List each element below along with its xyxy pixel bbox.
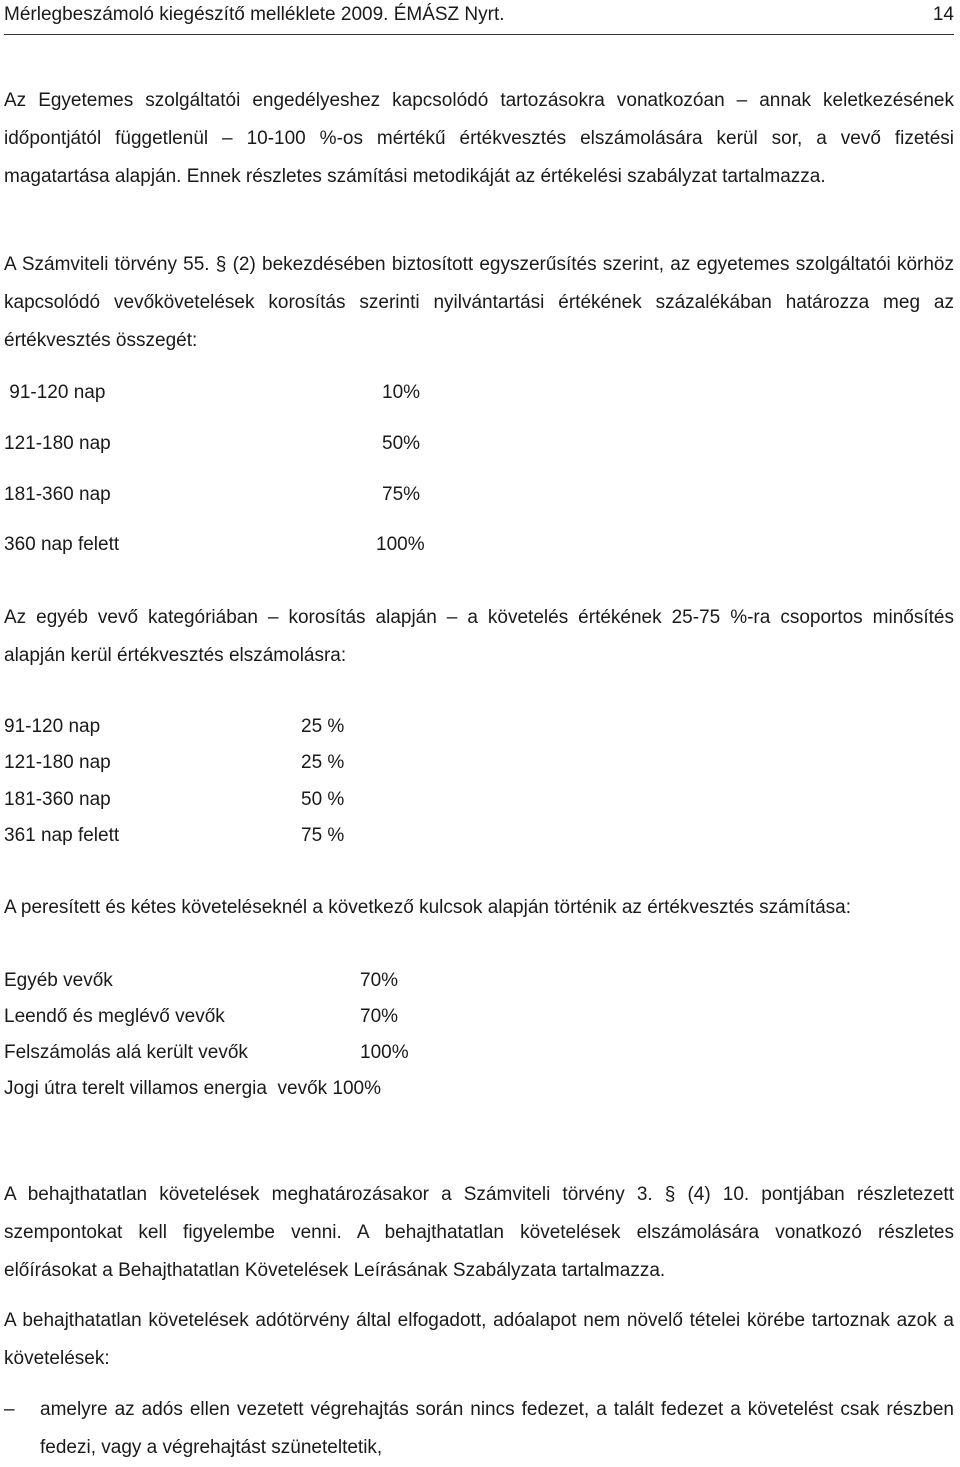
table3-value: 70% — [360, 1006, 399, 1027]
paragraph-behajthatatlan: A behajthatatlan követelések meghatározásakor a Számviteli törvény 3. § (4) 10. pontjában részletezett szempontokat kell figyelembe venni. A behajthatatlan követelések elszámolására vonatkozó részletes előírásokat a Behajthatatlan Követelések Leírásának Szabályzata tartalmazza. — [4, 1184, 954, 1281]
table1-value: 75% — [382, 484, 421, 505]
list-item-text: amelyre az adós ellen vezetett végrehajtás során nincs fedezet, a talált fedezet a követelést csak részben fedezi, vagy a végrehajtást szüneteltetik, — [40, 1399, 954, 1458]
paragraph-peresitett: A peresített és kétes követeléseknél a következő kulcsok alapján történik az értékvesztés számítása: — [4, 897, 851, 918]
table1-value: 100% — [376, 534, 425, 555]
table2-label: 121-180 nap — [4, 752, 111, 773]
table1-label: 181-360 nap — [4, 484, 111, 505]
table2-label: 181-360 nap — [4, 789, 111, 810]
paragraph-egyeb-vevo: Az egyéb vevő kategóriában – korosítás alapján – a követelés értékének 25-75 %-ra csoportos minősítés alapján kerül értékvesztés elszámolásra: — [4, 607, 954, 666]
paragraph-szamviteli: A Számviteli törvény 55. § (2) bekezdésében biztosított egyszerűsítés szerint, az egyetemes szolgáltatói körhöz kapcsolódó vevőkövetelések korosítás szerinti nyilvántartási értékének százalékában határozza meg az értékvesztés összegét: — [4, 254, 954, 351]
table2-value: 25 % — [301, 716, 345, 737]
table2-value: 25 % — [301, 752, 345, 773]
table3-value: 70% — [360, 970, 399, 991]
table1-value: 50% — [382, 433, 421, 454]
table3-value: 100% — [360, 1042, 409, 1063]
table1-label: 121-180 nap — [4, 433, 111, 454]
document-title: Mérlegbeszámoló kiegészítő melléklete 2009. ÉMÁSZ Nyrt. — [4, 4, 505, 25]
table2-label: 361 nap felett — [4, 825, 120, 846]
table3-label: Egyéb vevők — [4, 970, 113, 991]
table2-value: 50 % — [301, 789, 345, 810]
table2-value: 75 % — [301, 825, 345, 846]
table1-label: 91-120 nap — [4, 382, 106, 403]
paragraph-egyetemes: Az Egyetemes szolgáltatói engedélyeshez kapcsolódó tartozásokra vonatkozóan – annak keletkezésének időpontjától függetlenül – 10-100 %-os mértékű értékvesztés elszámolására kerül sor, a vevő fizetési magatartása alapján. Ennek részletes számítási metodikáját az értékelési szabályzat tartalmazza. — [4, 90, 954, 187]
table2-label: 91-120 nap — [4, 716, 101, 737]
list-item — [4, 1391, 954, 1467]
table1-label: 360 nap felett — [4, 534, 120, 555]
table1-value: 10% — [382, 382, 421, 403]
page-number: 14 — [932, 4, 954, 25]
table3-label: Jogi útra terelt villamos energia vevők 100% — [4, 1078, 382, 1099]
dash-bullet: – — [4, 1399, 15, 1420]
paragraph-adotorveny: A behajthatatlan követelések adótörvény által elfogadott, adóalapot nem növelő tételei körébe tartoznak azok a követelések: — [4, 1310, 954, 1369]
table3-label: Leendő és meglévő vevők — [4, 1006, 225, 1027]
page-header — [4, 4, 954, 35]
table3-label: Felszámolás alá került vevők — [4, 1042, 248, 1063]
